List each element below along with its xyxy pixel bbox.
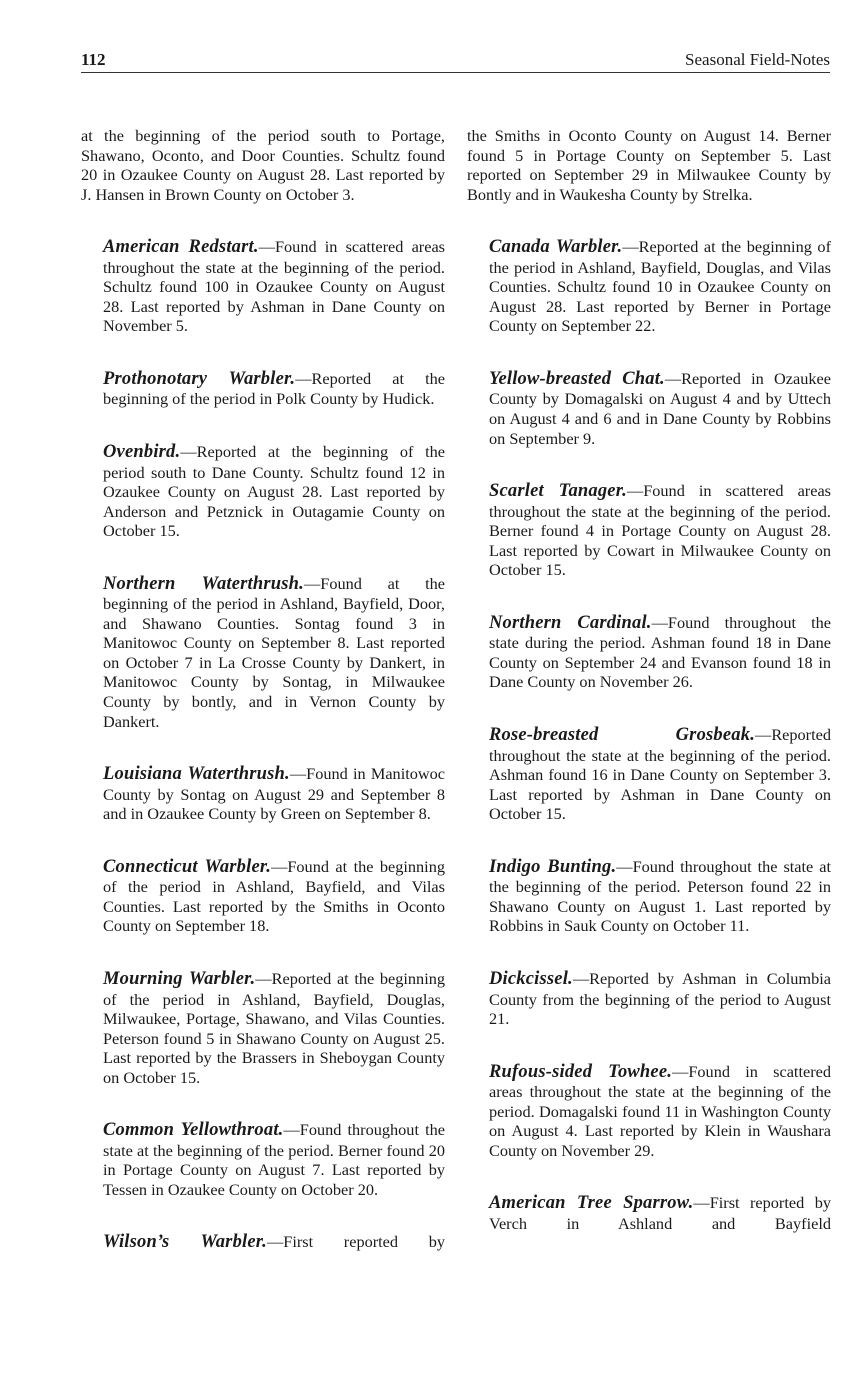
species-name: Rufous-sided Towhee. bbox=[489, 1061, 673, 1082]
species-text: —Found throughout the state at the beginning of the period. Peterson found 22 in Shawano County on August 1. Last reported by Robbins in Sauk County on October 11. bbox=[489, 856, 832, 936]
species-text: —Found throughout the state at the beginning of the period. Berner found 20 in Portage County on August 7. Last reported by Tessen in Ozaukee County on October 20. bbox=[103, 1120, 445, 1199]
species-text: —Reported in Ozaukee County by Domagalski on August 4 and by Uttech on August 4 and 6 and in Dane County by Robbins on September 9. bbox=[489, 368, 831, 448]
species-entry bbox=[81, 369, 445, 409]
page-number: 112 bbox=[81, 50, 106, 69]
continued-paragraph: at the beginning of the period south to Portage, Shawano, Oconto, and Door Counties. Schultz found 20 in Ozaukee County on August 28. Last reported by J. Hansen in Brown County on October 3. bbox=[81, 126, 445, 204]
species-text: —First reported by Verch in Ashland and Bayfield bbox=[489, 1193, 831, 1233]
species-entry bbox=[467, 613, 831, 692]
species-text: —Reported at the beginning of the period in Polk County by Hudick. bbox=[103, 368, 445, 409]
species-text: —Reported throughout the state at the beginning of the period. Ashman found 16 in Dane County on September 3. Last reported by Ashman in Dane County on October 15. bbox=[489, 725, 831, 824]
species-entry bbox=[81, 1120, 445, 1199]
species-name: Scarlet Tanager. bbox=[489, 481, 627, 502]
species-name: Louisiana Waterthrush. bbox=[103, 764, 290, 785]
species-text: —Found in scattered areas throughout the state at the beginning of the period. Berner found 4 in Portage County on August 28. Last reported by Cowart in Milwaukee County on October 15. bbox=[489, 481, 832, 580]
species-text: —Found in scattered areas throughout the state at the beginning of the period. Domagalski found 11 in Washington County on August 4. Last reported by Klein in Waushara County on November 29. bbox=[489, 1061, 831, 1160]
species-entry bbox=[467, 481, 831, 580]
species-name: Wilson’s Warbler. bbox=[103, 1232, 267, 1253]
species-text: —Reported at the beginning of the period in Ashland, Bayfield, Douglas, and Vilas Counties. Schultz found 10 in Ozaukee County on August 28. Last reported by Berner in Portage County on September 22. bbox=[489, 237, 831, 336]
species-text: —Found at the beginning of the period in Ashland, Bayfield, and Vilas Counties. Last reported by the Smiths in Oconto County on September 18. bbox=[103, 856, 445, 936]
species-name: Canada Warbler. bbox=[489, 237, 623, 258]
species-name: Common Yellowthroat. bbox=[103, 1120, 284, 1141]
page-header bbox=[81, 48, 830, 73]
species-entry bbox=[467, 1193, 831, 1233]
continued-paragraph: the Smiths in Oconto County on August 14. Berner found 5 in Portage County on September 5. Last reported on September 29 in Milwaukee County by Bontly and in Waukesha County by Strelka. bbox=[467, 126, 831, 204]
species-entry bbox=[81, 764, 445, 824]
right-column bbox=[467, 126, 831, 1266]
left-column bbox=[81, 126, 445, 1286]
species-name: American Redstart. bbox=[103, 237, 259, 258]
species-entry bbox=[467, 369, 831, 448]
species-name: Northern Cardinal. bbox=[489, 612, 652, 633]
species-name: Dickcissel. bbox=[489, 968, 573, 989]
species-name: Mourning Warbler. bbox=[103, 968, 256, 989]
species-entry bbox=[467, 1062, 831, 1161]
species-text: —Found at the beginning of the period in Ashland, Bayfield, Door, and Shawano Counties. Sontag found 3 in Manitowoc County on September 8. Last reported on October 7 in La Crosse County by Dankert, in Manitowoc County by Sontag, in Milwaukee County by bontly, and in Vernon County by Dankert. bbox=[103, 573, 445, 731]
species-entry bbox=[467, 237, 831, 336]
species-name: Indigo Bunting. bbox=[489, 856, 617, 877]
species-entry bbox=[81, 969, 445, 1087]
species-name: Rose-breasted Grosbeak. bbox=[489, 725, 756, 746]
species-entry bbox=[81, 857, 445, 936]
species-text: —Reported by Ashman in Columbia County from the beginning of the period to August 21. bbox=[489, 968, 831, 1029]
species-entry bbox=[467, 725, 831, 824]
species-entry bbox=[81, 442, 445, 541]
species-entry bbox=[81, 574, 445, 731]
species-text: —Found in scattered areas throughout the state at the beginning of the period. Schultz found 100 in Ozaukee County on August 28. Last reported by Ashman in Dane County on November 5. bbox=[103, 237, 446, 336]
species-text: —Found in Manitowoc County by Sontag on August 29 and September 8 and in Ozaukee County by Green on September 8. bbox=[103, 764, 445, 824]
species-text: —First reported by bbox=[267, 1232, 446, 1252]
species-name: Prothonotary Warbler. bbox=[103, 368, 296, 389]
species-name: Ovenbird. bbox=[103, 442, 181, 463]
species-name: Connecticut Warbler. bbox=[103, 856, 272, 877]
species-entry bbox=[81, 1232, 445, 1253]
species-name: American Tree Sparrow. bbox=[489, 1193, 694, 1214]
species-entry bbox=[467, 857, 831, 936]
species-name: Yellow-breasted Chat. bbox=[489, 368, 665, 389]
species-text: —Reported at the beginning of the period south to Dane County. Schultz found 12 in Ozaukee County on August 28. Last reported by Anderson and Petznick in Outagamie County on October 15. bbox=[103, 442, 445, 541]
species-text: —Reported at the beginning of the period in Ashland, Bayfield, Douglas, Milwaukee, Portage, Shawano, and Vilas Counties. Peterson found 5 in Shawano County on August 25. Last reported by the Brassers in Sheboygan County on October 15. bbox=[103, 968, 445, 1087]
running-head: Seasonal Field-Notes bbox=[685, 50, 830, 69]
species-entry bbox=[467, 969, 831, 1029]
species-text: —Found throughout the state during the period. Ashman found 18 in Dane County on September 24 and Evanson found 18 in Dane County on November 26. bbox=[489, 612, 831, 692]
species-name: Northern Waterthrush. bbox=[103, 573, 304, 594]
species-entry bbox=[81, 237, 445, 336]
